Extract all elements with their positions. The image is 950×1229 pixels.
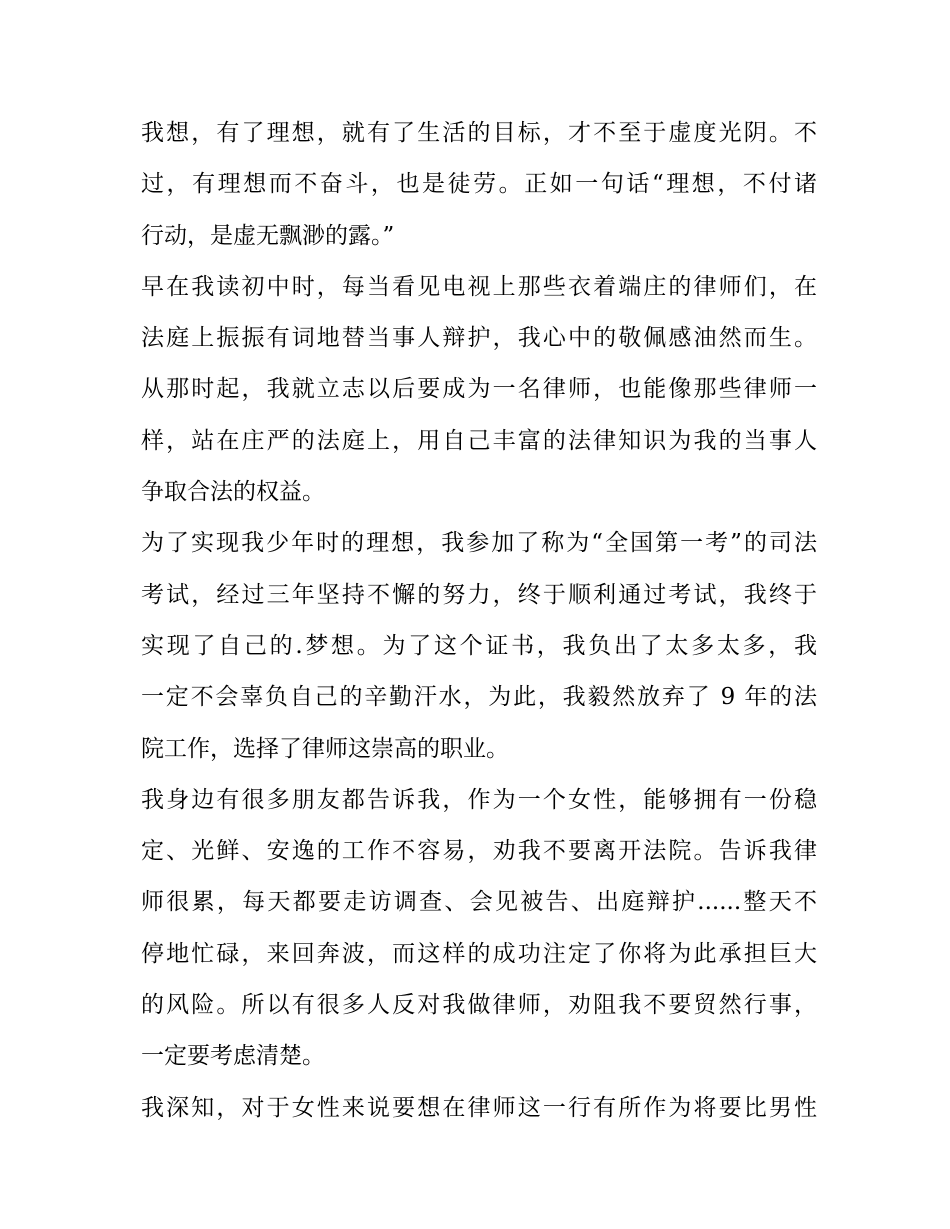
text-line: 一定要考虑清楚。 bbox=[141, 1043, 325, 1070]
text-line: 为了实现我少年时的理想，我参加了称为“全国第一考”的司法 bbox=[141, 530, 817, 557]
text-line: 早在我读初中时，每当看见电视上那些衣着端庄的律师们，在 bbox=[141, 273, 817, 300]
text-line: 我深知，对于女性来说要想在律师这一行有所作为将要比男性 bbox=[141, 1094, 817, 1121]
text-line: 行动，是虚无飘渺的露。” bbox=[141, 222, 395, 249]
text-line: 我身边有很多朋友都告诉我，作为一个女性，能够拥有一份稳 bbox=[141, 786, 817, 813]
text-line: 我想，有了理想，就有了生活的目标，才不至于虚度光阴。不 bbox=[141, 120, 817, 146]
text-line: 从那时起，我就立志以后要成为一名律师，也能像那些律师一 bbox=[141, 376, 817, 403]
text-line: 法庭上振振有词地替当事人辩护，我心中的敬佩感油然而生。 bbox=[141, 325, 817, 352]
paragraph-1 bbox=[141, 108, 817, 262]
text-line: 师很累，每天都要走访调查、会见被告、出庭辩护......整天不 bbox=[141, 889, 817, 916]
text-line: 样，站在庄严的法庭上，用自己丰富的法律知识为我的当事人 bbox=[141, 427, 817, 454]
document-body bbox=[141, 108, 817, 1134]
paragraph-4 bbox=[141, 775, 817, 1083]
text-line: 定、光鲜、安逸的工作不容易，劝我不要离开法院。告诉我律 bbox=[141, 838, 817, 865]
text-line: 的风险。所以有很多人反对我做律师，劝阻我不要贸然行事， bbox=[141, 992, 817, 1019]
paragraph-2 bbox=[141, 262, 817, 518]
text-line: 实现了自己的.梦想。为了这个证书，我负出了太多太多，我 bbox=[141, 632, 817, 659]
paragraph-3 bbox=[141, 518, 817, 774]
text-line: 院工作，选择了律师这崇高的职业。 bbox=[141, 735, 509, 762]
text-line: 过，有理想而不奋斗，也是徒劳。正如一句话“理想，不付诸 bbox=[141, 171, 817, 198]
text-line: 争取合法的权益。 bbox=[141, 479, 325, 506]
text-line: 停地忙碌，来回奔波，而这样的成功注定了你将为此承担巨大 bbox=[141, 940, 817, 967]
text-line: 考试，经过三年坚持不懈的努力，终于顺利通过考试，我终于 bbox=[141, 581, 817, 608]
paragraph-5 bbox=[141, 1083, 817, 1134]
text-line: 一定不会辜负自己的辛勤汗水，为此，我毅然放弃了 9 年的法 bbox=[141, 684, 817, 711]
